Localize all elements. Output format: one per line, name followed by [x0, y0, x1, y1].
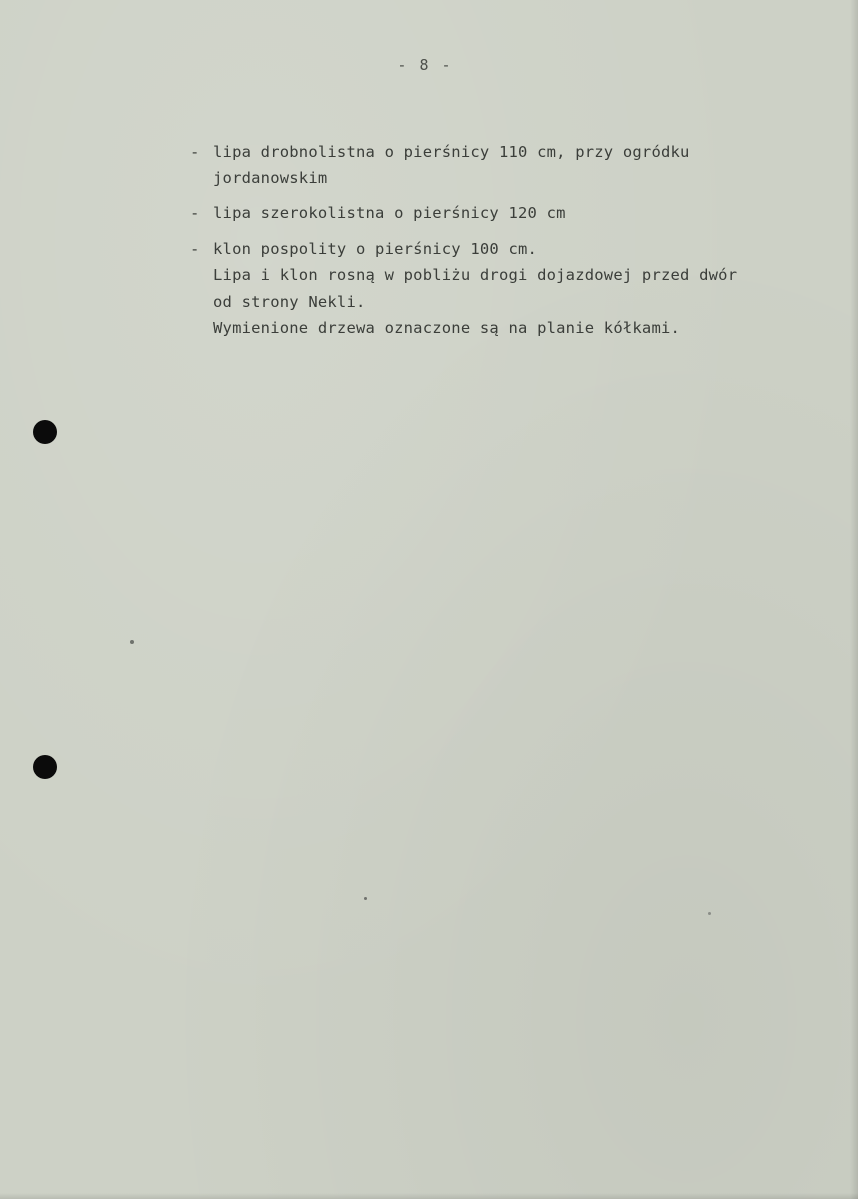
paper-speck — [364, 897, 367, 900]
page-number: - 8 - — [397, 56, 453, 74]
text-line-1: lipa drobnolistna o pierśnicy 110 cm, przy ogródku — [213, 143, 690, 161]
punch-hole-lower — [33, 755, 57, 779]
text-line-7: Wymienione drzewa oznaczone są na planie kółkami. — [213, 319, 681, 337]
text-line-6: od strony Nekli. — [213, 293, 366, 311]
text-line-3: lipa szerokolistna o pierśnicy 120 cm — [213, 204, 566, 222]
paper-speck — [708, 912, 711, 915]
paper-speck — [130, 640, 134, 644]
bullet-dash: - — [190, 240, 200, 258]
text-line-5: Lipa i klon rosną w pobliżu drogi dojazdowej przed dwór — [213, 266, 738, 284]
bullet-dash: - — [190, 204, 200, 222]
page-edge-shadow — [850, 0, 858, 1199]
page-edge-shadow — [0, 1193, 858, 1199]
punch-hole-upper — [33, 420, 57, 444]
bullet-dash: - — [190, 143, 200, 161]
text-line-4: klon pospolity o pierśnicy 100 cm. — [213, 240, 538, 258]
text-line-2: jordanowskim — [213, 169, 328, 187]
